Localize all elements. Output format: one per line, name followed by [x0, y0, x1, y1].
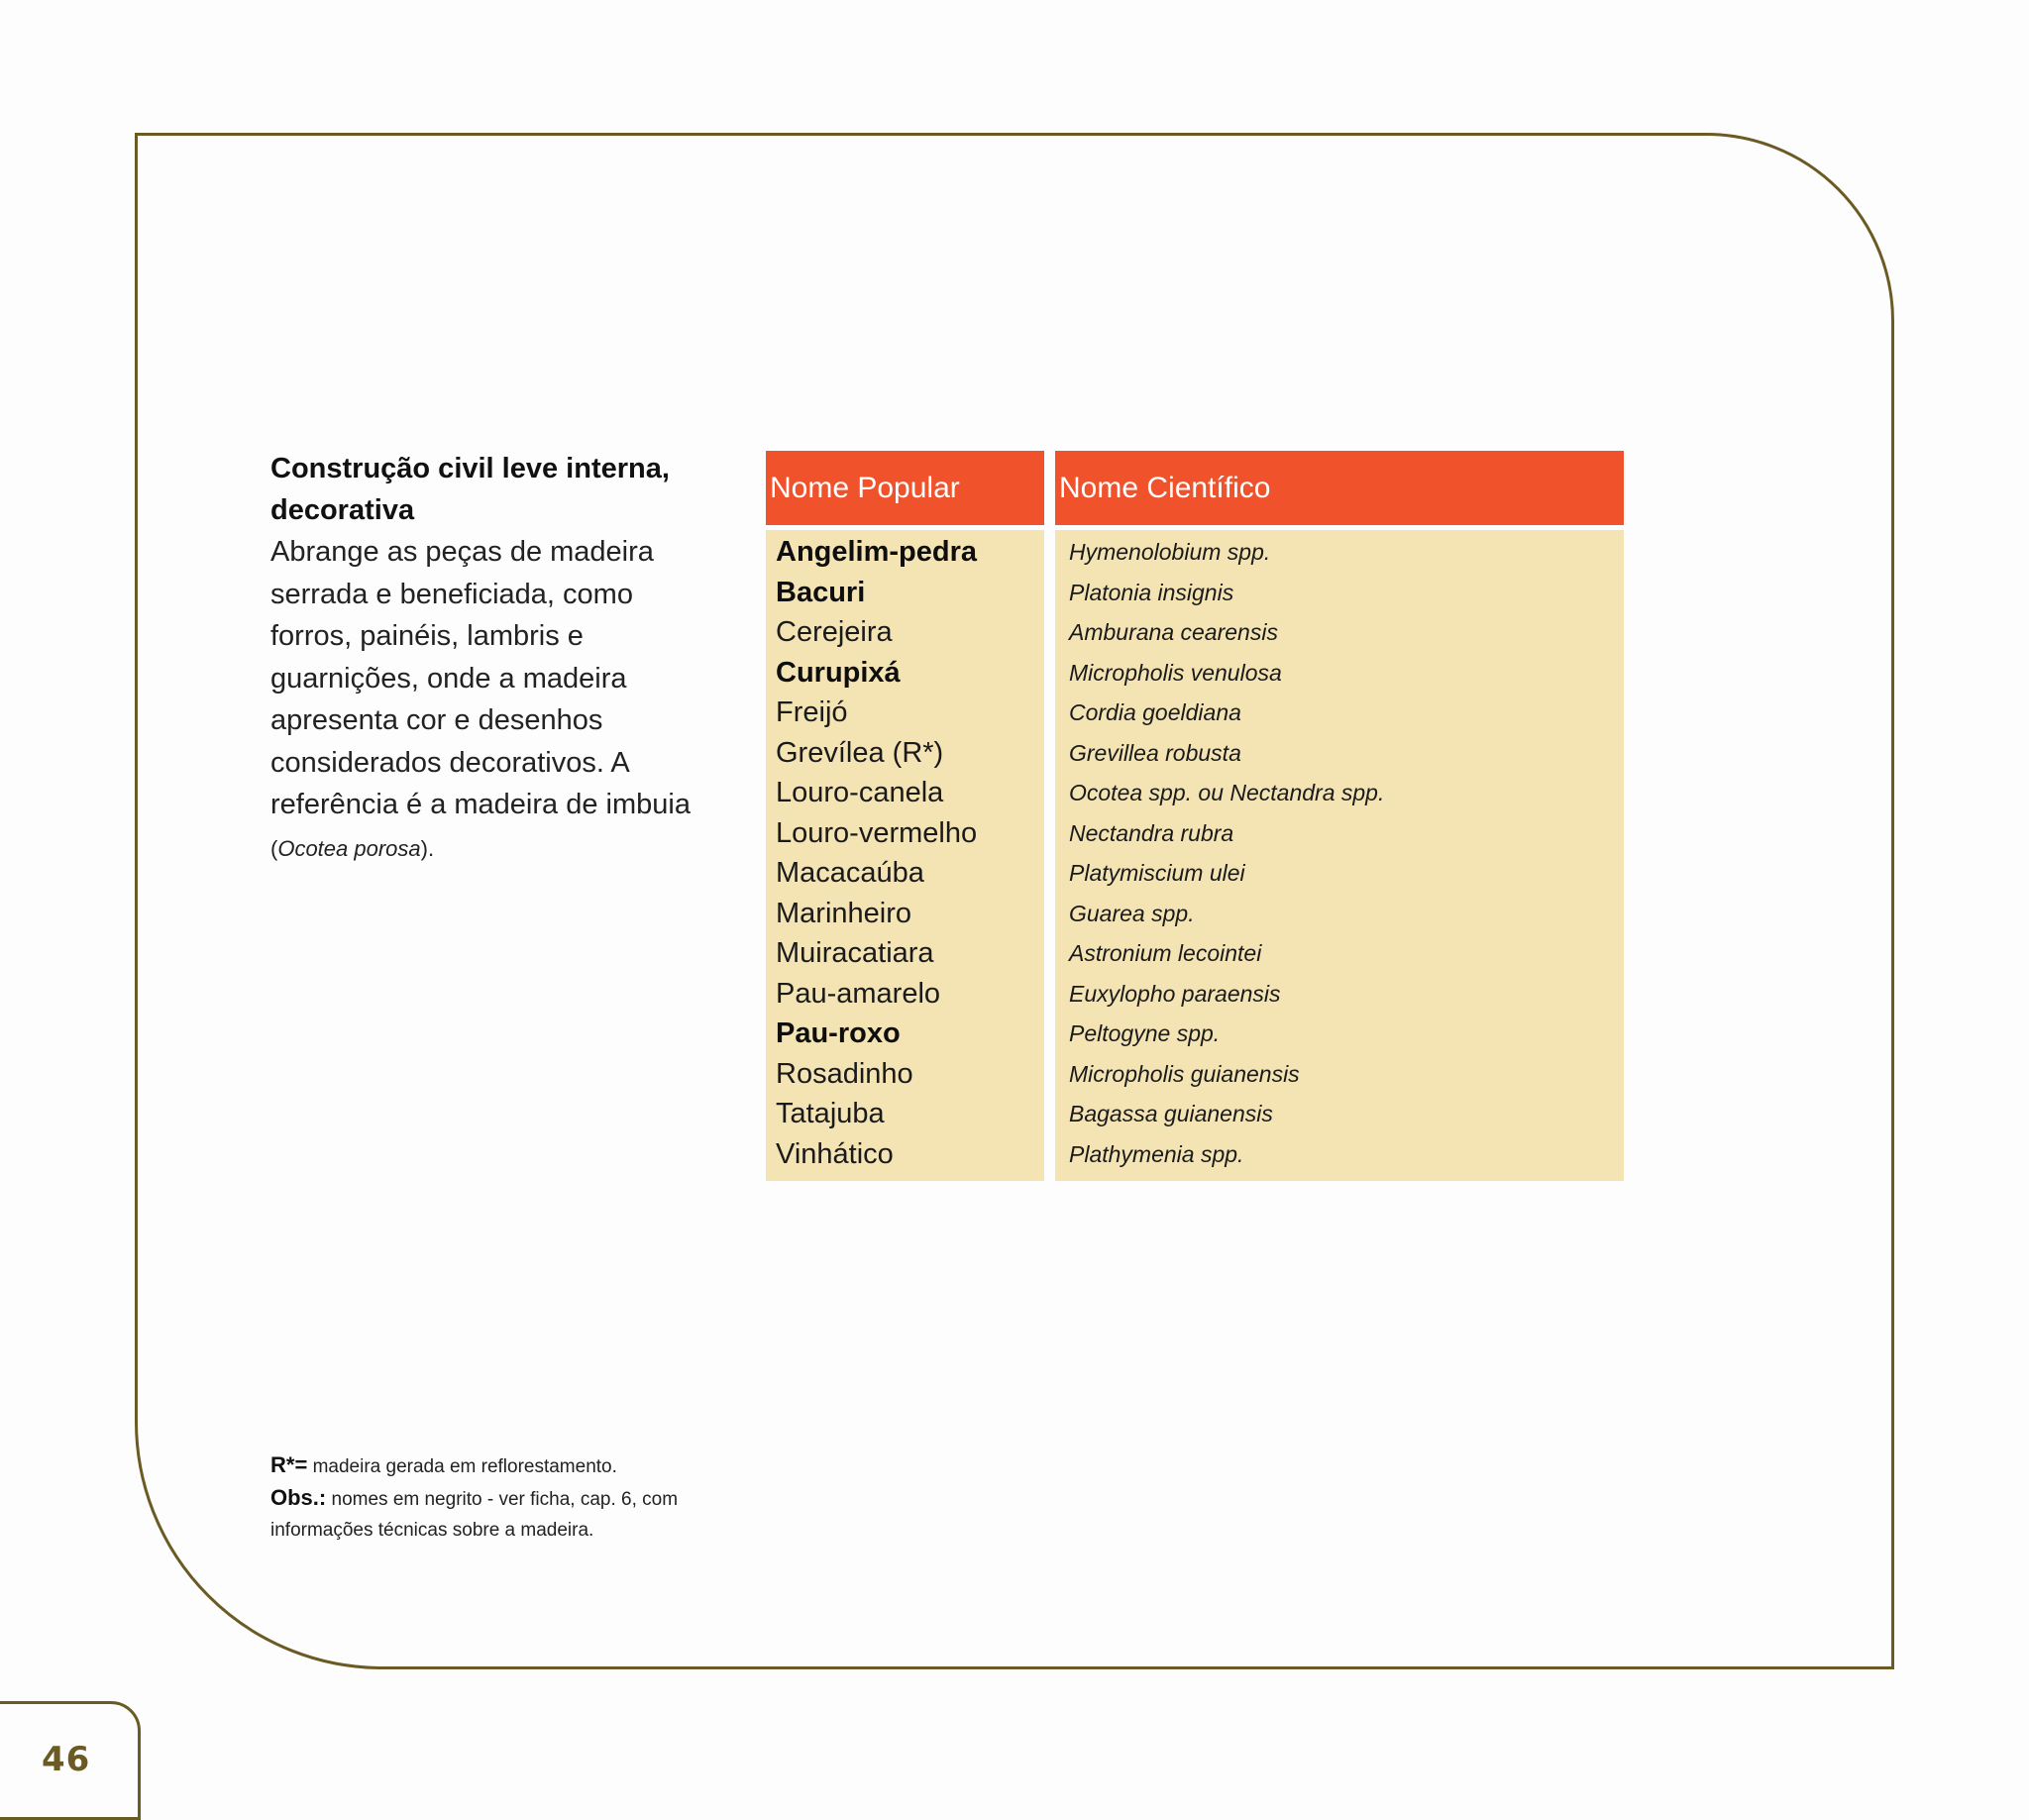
popular-name-cells [766, 530, 1044, 1181]
popular-name-cell: Muiracatiara [776, 937, 934, 969]
page-number: 46 [42, 1740, 91, 1779]
scientific-name-cell: Nectandra rubra [1069, 819, 1234, 846]
scientific-name-cell: Platonia insignis [1069, 579, 1234, 605]
description-text: Abrange as peças de madeira serrada e beneficiada, como forros, painéis, lambris e guarnições, onde a madeira apresenta cor e desenhos considerados decorativos. A referência é a madeira de imbuia [270, 536, 691, 820]
popular-name-cell: Macacaúba [776, 857, 924, 889]
reforestation-note [270, 1449, 726, 1482]
scientific-name-cells [1055, 530, 1624, 1181]
scientific-name-cell: Grevillea robusta [1069, 739, 1241, 766]
reforestation-note-label: R*= [270, 1452, 308, 1477]
reference-species-name: Ocotea porosa [277, 835, 421, 861]
popular-name-cell: Freijó [776, 696, 848, 728]
scientific-name-cell: Hymenolobium spp. [1069, 539, 1271, 565]
scientific-name-cell: Bagassa guianensis [1069, 1101, 1273, 1126]
observation-note-text: nomes em negrito - ver ficha, cap. 6, com informações técnicas sobre a madeira. [270, 1489, 679, 1541]
section-heading: Construção civil leve interna, decorativa [270, 453, 670, 526]
reference-open: ( [270, 835, 278, 861]
popular-name-cell: Pau-amarelo [776, 977, 941, 1010]
popular-name-header: Nome Popular [766, 451, 1044, 525]
reforestation-note-text: madeira gerada em reflorestamento. [307, 1456, 617, 1477]
scientific-name-cell: Platymiscium ulei [1069, 860, 1245, 886]
scientific-name-cell: Micropholis venulosa [1069, 659, 1282, 686]
reference-close: ). [420, 835, 435, 861]
popular-name-cell: Angelim-pedra [776, 536, 978, 568]
scientific-name-cell: Euxylopho paraensis [1069, 980, 1281, 1007]
popular-name-cell: Pau-roxo [776, 1017, 901, 1049]
scientific-name-cell: Ocotea spp. ou Nectandra spp. [1069, 780, 1385, 805]
scientific-name-cell: Astronium lecointei [1069, 940, 1262, 966]
section-description [270, 531, 706, 870]
popular-name-cell: Bacuri [776, 576, 866, 608]
popular-name-cell: Rosadinho [776, 1057, 913, 1090]
popular-name-column [766, 451, 1044, 1181]
scientific-name-cell: Cordia goeldiana [1069, 699, 1241, 725]
scientific-name-header: Nome Científico [1055, 451, 1624, 525]
observation-note [270, 1482, 726, 1546]
popular-name-cell: Tatajuba [776, 1098, 885, 1129]
scientific-name-cell: Guarea spp. [1069, 900, 1195, 926]
intro-section [270, 448, 706, 870]
scientific-name-cell: Micropholis guianensis [1069, 1060, 1300, 1087]
scientific-name-cell: Amburana cearensis [1069, 619, 1278, 645]
popular-name-cell: Grevílea (R*) [776, 736, 944, 769]
popular-name-cell: Curupixá [776, 656, 901, 689]
popular-name-cell: Marinheiro [776, 897, 911, 929]
scientific-name-column [1055, 451, 1624, 1181]
reference-species [270, 836, 434, 861]
scientific-name-cell: Plathymenia spp. [1069, 1140, 1244, 1167]
observation-note-label: Obs.: [270, 1485, 327, 1510]
footnotes [270, 1449, 726, 1546]
popular-name-cell: Vinhático [776, 1137, 894, 1170]
popular-name-cell: Louro-canela [776, 777, 944, 808]
popular-name-cell: Louro-vermelho [776, 816, 978, 849]
popular-name-cell: Cerejeira [776, 616, 893, 648]
scientific-name-cell: Peltogyne spp. [1069, 1020, 1221, 1046]
